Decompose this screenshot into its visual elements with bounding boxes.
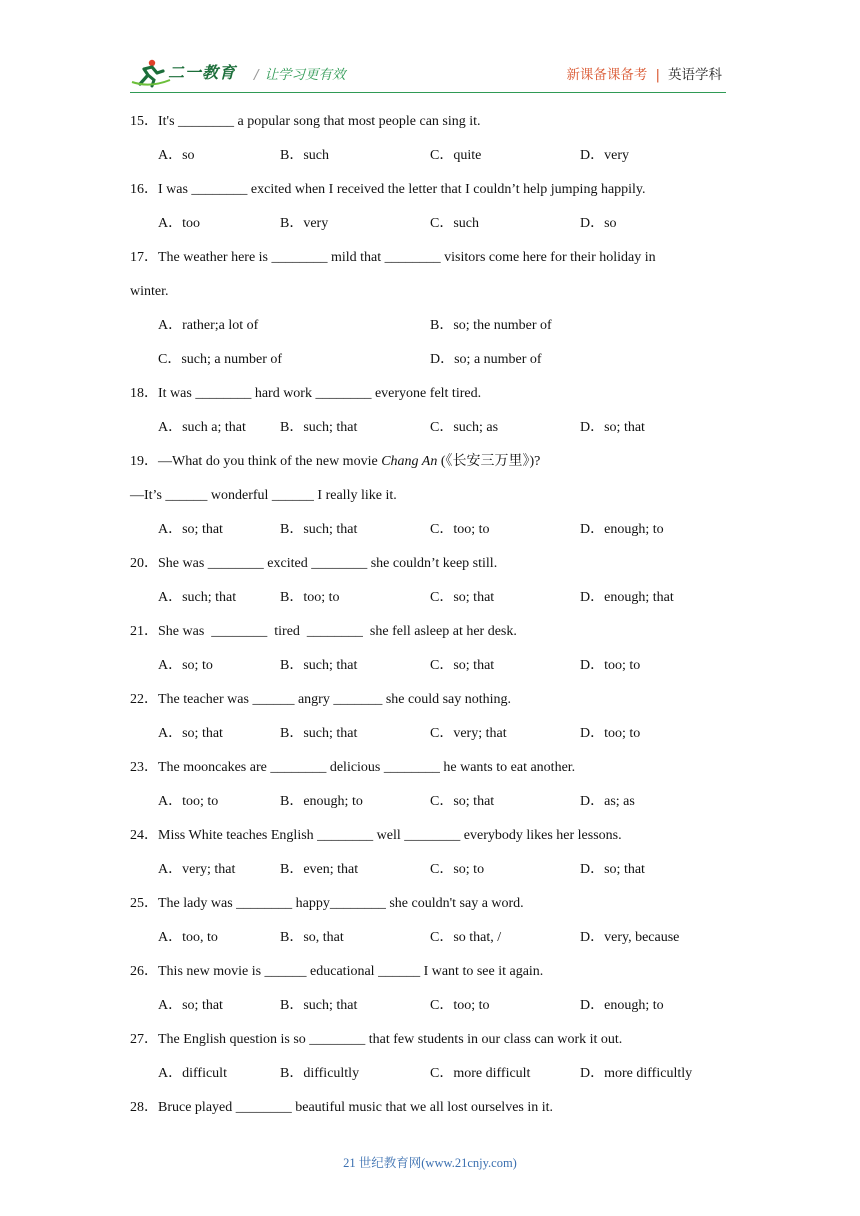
- logo-text: 二一教育: [168, 63, 237, 82]
- options-row: [130, 792, 730, 812]
- question-item: [130, 1030, 730, 1084]
- option-c: C．such; a number of: [158, 352, 283, 367]
- option-d: D．enough; to: [580, 998, 664, 1013]
- option-d: D．so; that: [580, 862, 645, 877]
- options-row: [130, 1064, 730, 1084]
- option-c: C．too; to: [430, 522, 490, 537]
- option-b: B．such; that: [280, 998, 358, 1013]
- option-c: C．such; as: [430, 420, 499, 435]
- option-d: D．so: [580, 216, 617, 231]
- option-b: B．such: [280, 148, 329, 163]
- options-row: [130, 350, 730, 370]
- question-stem: 15．It's ________ a popular song that most people can sing it.: [130, 114, 481, 129]
- option-d: D．as; as: [580, 794, 635, 809]
- question-item: [130, 452, 730, 540]
- question-stem: 18．It was ________ hard work ________ everyone felt tired.: [130, 386, 482, 401]
- option-b: B．even; that: [280, 862, 359, 877]
- question-stem: 28．Bruce played ________ beautiful music that we all lost ourselves in it.: [130, 1100, 554, 1115]
- option-b: B．so, that: [280, 930, 344, 945]
- options-row: [130, 588, 730, 608]
- options-row: [130, 146, 730, 166]
- option-a: A．rather;a lot of: [158, 318, 259, 333]
- question-stem: 20．She was ________ excited ________ she couldn’t keep still.: [130, 556, 498, 571]
- option-d: D．more difficultly: [580, 1066, 693, 1081]
- option-a: A．so; that: [158, 726, 223, 741]
- option-c: C．so; that: [430, 658, 495, 673]
- options-row: [130, 520, 730, 540]
- question-item: [130, 384, 730, 438]
- option-a: A．too, to: [158, 930, 218, 945]
- option-a: A．too; to: [158, 794, 219, 809]
- option-d: D．enough; that: [580, 590, 674, 605]
- option-b: B．such; that: [280, 522, 358, 537]
- option-a: A．very; that: [158, 862, 236, 877]
- question-item: [130, 554, 730, 608]
- question-stem: 23．The mooncakes are ________ delicious ________ he wants to eat another.: [130, 760, 576, 775]
- page-header: [130, 54, 726, 92]
- question-item: [130, 112, 730, 166]
- question-stem: 24．Miss White teaches English ________ well ________ everybody likes her lessons.: [130, 828, 622, 843]
- question-item: [130, 962, 730, 1016]
- option-c: C．so; that: [430, 794, 495, 809]
- option-a: A．so; to: [158, 658, 213, 673]
- question-item: [130, 622, 730, 676]
- option-d: D．enough; to: [580, 522, 664, 537]
- option-d: D．so; that: [580, 420, 645, 435]
- question-stem: 19．—What do you think of the new movie Chang An (《长安三万里》)?: [130, 454, 541, 469]
- question-item: [130, 894, 730, 948]
- header-divider: [130, 92, 726, 93]
- option-a: A．so: [158, 148, 195, 163]
- option-a: A．so; that: [158, 522, 223, 537]
- options-row: [130, 928, 730, 948]
- option-b: B．very: [280, 216, 329, 231]
- header-exam-label: 新课备课备考: [566, 67, 648, 83]
- question-stem: 16．I was ________ excited when I received the letter that I couldn’t help jumping happily.: [130, 182, 646, 197]
- option-b: B．difficultly: [280, 1066, 360, 1081]
- option-b: B．enough; to: [280, 794, 363, 809]
- header-separator: |: [655, 67, 660, 83]
- options-row: [130, 418, 730, 438]
- option-a: A．such; that: [158, 590, 237, 605]
- option-a: A．too: [158, 216, 200, 231]
- question-list: [130, 112, 730, 1132]
- option-a: A．such a; that: [158, 420, 246, 435]
- option-c: C．so; that: [430, 590, 495, 605]
- question-item: [130, 1098, 730, 1118]
- options-row: [130, 214, 730, 234]
- question-item: [130, 758, 730, 812]
- movie-title: Chang An: [381, 454, 438, 469]
- options-row: [130, 860, 730, 880]
- option-c: C．such: [430, 216, 479, 231]
- option-d: D．too; to: [580, 726, 641, 741]
- options-row: [130, 996, 730, 1016]
- option-b: B．too; to: [280, 590, 340, 605]
- question-stem: 17．The weather here is ________ mild that ________ visitors come here for their holiday in: [130, 250, 656, 265]
- question-stem: 25．The lady was ________ happy________ she couldn't say a word.: [130, 896, 524, 911]
- question-stem: 26．This new movie is ______ educational ______ I want to see it again.: [130, 964, 544, 979]
- question-stem: winter.: [130, 284, 169, 299]
- option-c: C．so; to: [430, 862, 485, 877]
- question-item: [130, 180, 730, 234]
- option-b: B．such; that: [280, 658, 358, 673]
- page-footer: 21 世纪教育网(www.21cnjy.com): [343, 1156, 517, 1170]
- option-d: D．too; to: [580, 658, 641, 673]
- question-stem: —It’s ______ wonderful ______ I really like it.: [130, 488, 397, 503]
- option-c: C．too; to: [430, 998, 490, 1013]
- header-subject-label: 英语学科: [668, 67, 722, 83]
- question-item: [130, 826, 730, 880]
- options-row: [130, 656, 730, 676]
- option-b: B．such; that: [280, 726, 358, 741]
- option-c: C．more difficult: [430, 1066, 531, 1081]
- slogan: / 让学习更有效: [254, 67, 346, 83]
- question-stem: 21．She was ________ tired ________ she fell asleep at her desk.: [130, 624, 517, 639]
- option-d: D．very, because: [580, 930, 680, 945]
- option-b: B．such; that: [280, 420, 358, 435]
- option-c: C．quite: [430, 148, 482, 163]
- option-d: D．so; a number of: [430, 352, 542, 367]
- option-d: D．very: [580, 148, 629, 163]
- options-row: [130, 724, 730, 744]
- question-item: [130, 690, 730, 744]
- question-stem: 22．The teacher was ______ angry _______ she could say nothing.: [130, 692, 512, 707]
- option-b: B．so; the number of: [430, 318, 552, 333]
- question-item: [130, 248, 730, 370]
- question-stem: 27．The English question is so ________ that few students in our class can work it out.: [130, 1032, 623, 1047]
- option-c: C．so that, /: [430, 930, 502, 945]
- option-a: A．so; that: [158, 998, 223, 1013]
- options-row: [130, 316, 730, 336]
- option-c: C．very; that: [430, 726, 507, 741]
- option-a: A．difficult: [158, 1066, 227, 1081]
- header-right: [566, 63, 722, 83]
